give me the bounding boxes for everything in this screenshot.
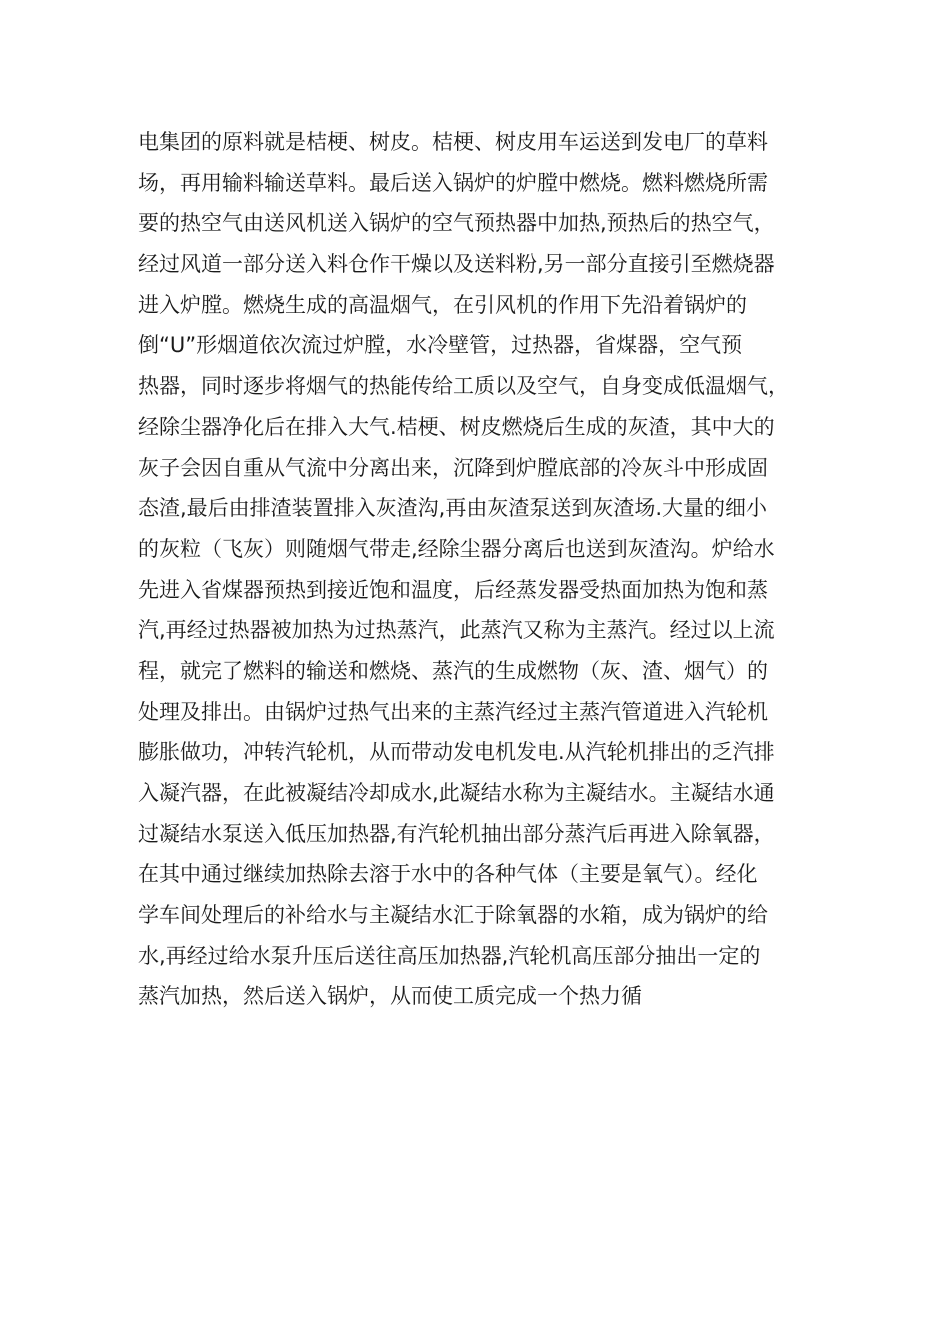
text-line: 倒“U”形烟道依次流过炉膛，水冷壁管，过热器，省煤器，空气预 [138,333,743,358]
text-line: 过凝结水泵送入低压加热器,有汽轮机抽出部分蒸汽后再进入除氧器， [138,821,775,846]
text-line: 在其中通过继续加热除去溶于水中的各种气体（主要是氧气）。经化 [138,862,758,887]
text-line: 进入炉膛。燃烧生成的高温烟气，在引风机的作用下先沿着锅炉的 [138,292,747,317]
body-text [138,122,828,1017]
text-line: 电集团的原料就是桔梗、树皮。桔梗、树皮用车运送到发电厂的草料 [138,130,768,154]
text-line: 汽,再经过热器被加热为过热蒸汽，此蒸汽又称为主蒸汽。经过以上流 [138,618,775,643]
text-line: 经过风道一部分送入料仓作干燥以及送料粉,另一部分直接引至燃烧器 [138,252,775,277]
text-line: 经除尘器净化后在排入大气.桔梗、树皮燃烧后生成的灰渣，其中大的 [138,414,775,439]
text-line: 热器，同时逐步将烟气的热能传给工质以及空气，自身变成低温烟气， [138,374,789,399]
text-line: 水,再经过给水泵升压后送往高压加热器,汽轮机高压部分抽出一定的 [138,943,761,968]
text-line: 入凝汽器，在此被凝结冷却成水,此凝结水称为主凝结水。主凝结水通 [138,781,775,805]
text-line: 处理及排出。由锅炉过热气出来的主蒸汽经过主蒸汽管道进入汽轮机 [138,699,768,724]
text-line: 学车间处理后的补给水与主凝结水汇于除氧器的水箱，成为锅炉的给 [138,903,768,928]
text-line: 要的热空气由送风机送入锅炉的空气预热器中加热,预热后的热空气， [138,211,775,236]
text-line: 场，再用输料输送草料。最后送入锅炉的炉膛中燃烧。燃料燃烧所需 [138,170,768,195]
text-line: 先进入省煤器预热到接近饱和温度，后经蒸发器受热面加热为饱和蒸 [138,577,768,602]
text-line: 程，就完了燃料的输送和燃烧、蒸汽的生成燃物（灰、渣、烟气）的 [138,658,768,683]
text-line: 的灰粒（飞灰）则随烟气带走,经除尘器分离后也送到灰渣沟。炉给水 [138,536,775,561]
text-line: 态渣,最后由排渣装置排入灰渣沟,再由灰渣泵送到灰渣场.大量的细小 [138,496,768,521]
text-line: 蒸汽加热，然后送入锅炉，从而使工质完成一个热力循 [138,984,642,1009]
text-line: 灰子会因自重从气流中分离出来，沉降到炉膛底部的冷灰斗中形成固 [138,455,768,480]
text-line: 膨胀做功，冲转汽轮机，从而带动发电机发电.从汽轮机排出的乏汽排 [138,740,775,765]
